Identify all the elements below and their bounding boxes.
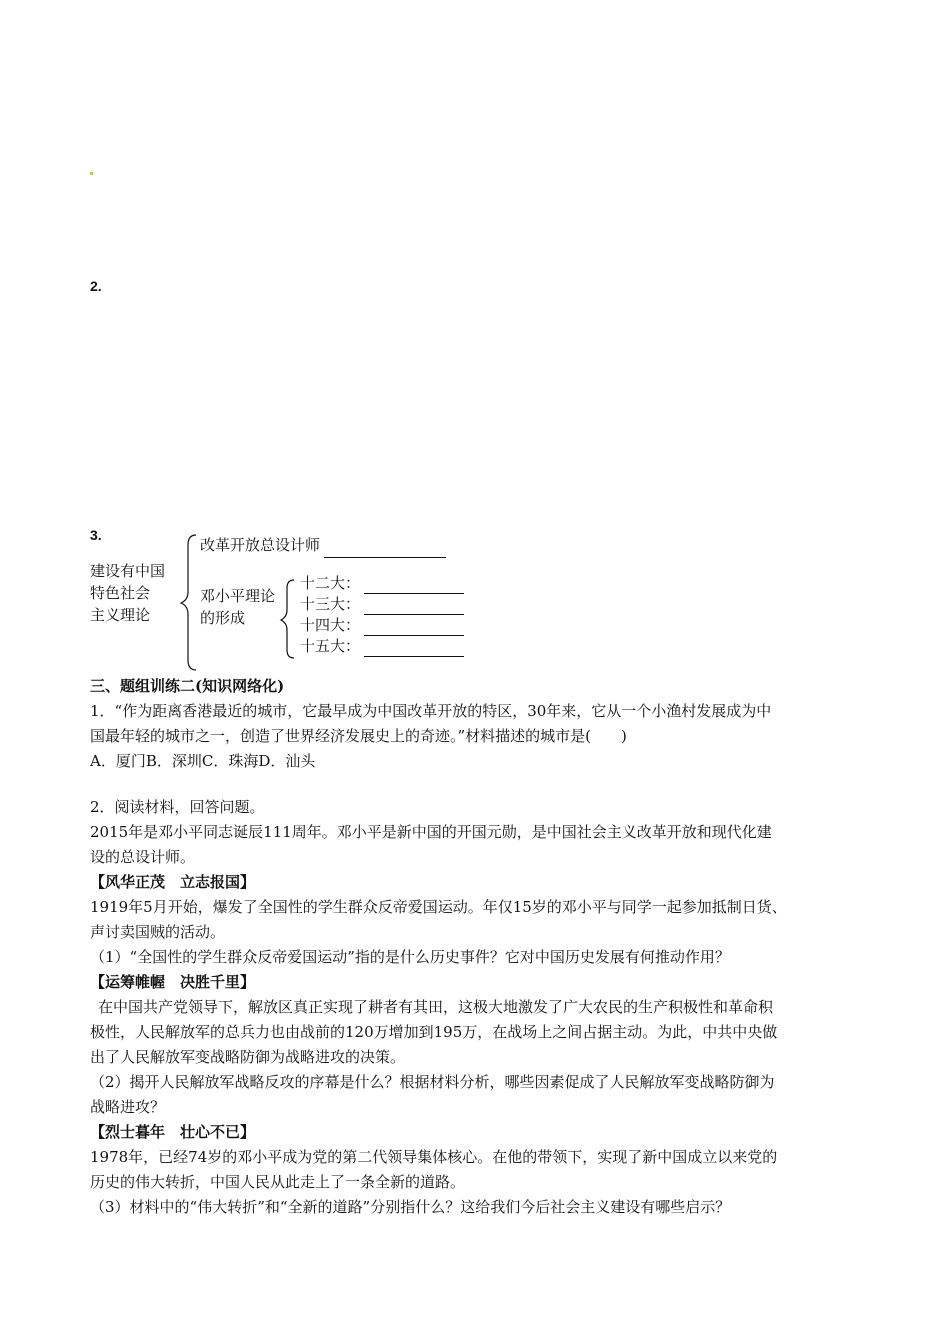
answer-blank[interactable] [364, 655, 464, 657]
branch-theory [200, 585, 275, 629]
material-line: 历史的伟大转折，中国人民从此走上了一条全新的道路。 [90, 1173, 466, 1191]
sub-question-3: （3）材料中的“伟大转折”和“全新的道路”分别指什么？这给我们今后社会主义建设有哪些启示？ [90, 1198, 731, 1216]
material-line: 出了人民解放军变战略防御为战略进攻的决策。 [90, 1048, 406, 1066]
congress-label: 十二大： [300, 574, 361, 592]
root-line-2: 特色社会 [90, 584, 151, 602]
sub-question-2: （2）揭开人民解放军战略反攻的序幕是什么？根据材料分析，哪些因素促成了人民解放军变战略防御为 [90, 1073, 775, 1091]
diagram-root-label [90, 560, 165, 626]
question-2 [90, 795, 787, 1220]
congress-list [300, 573, 464, 657]
congress-label: 十四大： [300, 616, 361, 634]
material-line: 1919年5月开始，爆发了全国性的学生群众反帝爱国运动。年仅15岁的邓小平与同学一起参加抵制日货、 [90, 898, 787, 916]
congress-label: 十三大： [300, 595, 361, 613]
congress-label: 十五大： [300, 637, 361, 655]
answer-blank[interactable] [324, 556, 446, 558]
question-1-options: A．厦门B．深圳C．珠海D．汕头 [90, 752, 316, 770]
congress-row [300, 636, 464, 657]
branch-theory-line-1: 邓小平理论 [200, 587, 276, 605]
branch-designer [200, 533, 446, 558]
material-heading-1: 【风华正茂 立志报国】 [90, 873, 256, 891]
sub-question-1: （1）“全国性的学生群众反帝爱国运动”指的是什么历史事件？它对中国历史发展有何推动作用？ [90, 948, 730, 966]
item-number-3: 3. [90, 527, 102, 543]
material-line: 极性，人民解放军的总兵力也由战前的120万增加到195万，在战场上之间占据主动。为此，中共中央做 [90, 1023, 778, 1041]
question-1 [90, 699, 771, 774]
sub-question-2: 战略进攻？ [90, 1098, 166, 1116]
root-line-1: 建设有中国 [90, 562, 166, 580]
branch-designer-label: 改革开放总设计师 [200, 536, 321, 554]
question-1-line: 国最年轻的城市之一，创造了世界经济发展史上的奇迹。”材料描述的城市是( ) [90, 727, 627, 745]
congress-row [300, 594, 464, 615]
item-number-2: 2. [90, 278, 102, 294]
material-line: 声讨卖国贼的活动。 [90, 923, 226, 941]
material-heading-3: 【烈士暮年 壮心不已】 [90, 1123, 256, 1141]
question-2-intro: 2．阅读材料，回答问题。 [90, 798, 265, 816]
material-line: 在中国共产党领导下，解放区真正实现了耕者有其田，这极大地激发了广大农民的生产积极性和革命积 [98, 998, 774, 1016]
question-1-line: 1．“作为距离香港最近的城市，它最早成为中国改革开放的特区，30年来，它从一个小渔村发展成为中 [90, 702, 772, 720]
section-title: 三、题组训练二(知识网络化) [90, 677, 285, 695]
material-line: 设的总设计师。 [90, 848, 196, 866]
root-line-3: 主义理论 [90, 606, 151, 624]
material-heading-2: 【运筹帷幄 决胜千里】 [90, 973, 256, 991]
branch-theory-line-2: 的形成 [200, 609, 246, 627]
material-line: 1978年，已经74岁的邓小平成为党的第二代领导集体核心。在他的带领下，实现了新中国成立以来党的 [90, 1148, 778, 1166]
congress-row [300, 615, 464, 636]
congress-row [300, 573, 464, 594]
material-line: 2015年是邓小平同志诞辰111周年。邓小平是新中国的开国元勋，是中国社会主义改革开放和现代化建 [90, 823, 772, 841]
